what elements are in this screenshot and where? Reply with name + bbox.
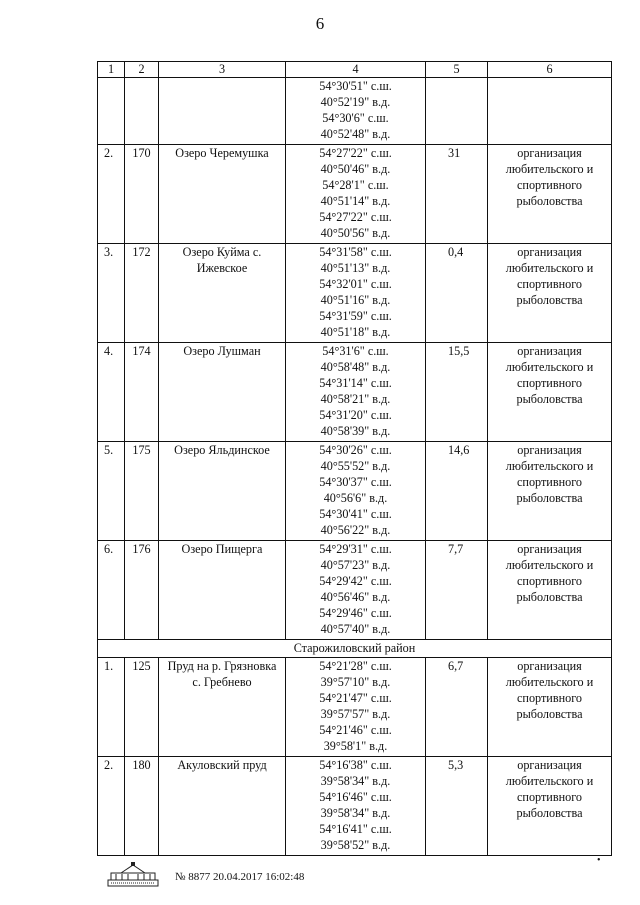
area-cell: 7,7	[426, 541, 488, 640]
district-row	[98, 640, 612, 658]
district-label: Старожиловский район	[98, 640, 612, 658]
row-id-cell: 170	[125, 145, 159, 244]
water-body-name-cell: Озеро Пищерга	[159, 541, 286, 640]
purpose-cell: организация любительского и спортивного рыболовства	[488, 541, 612, 640]
coordinate-line: 39°58'34" в.д.	[320, 774, 391, 788]
water-body-name-cell: Озеро Куйма с. Ижевское	[159, 244, 286, 343]
coordinate-line: 54°31'20" с.ш.	[319, 408, 392, 422]
purpose-cell: организация любительского и спортивного рыболовства	[488, 658, 612, 757]
coordinate-line: 40°51'14" в.д.	[320, 194, 391, 208]
table-row	[98, 658, 612, 757]
row-id-cell: 175	[125, 442, 159, 541]
row-id-cell	[125, 78, 159, 145]
coordinates-cell	[286, 757, 426, 856]
water-body-name-cell	[159, 78, 286, 145]
water-body-name-cell: Пруд на р. Грязновка с. Гребнево	[159, 658, 286, 757]
header-cell: 3	[159, 62, 286, 78]
table-row	[98, 541, 612, 640]
area-cell: 14,6	[426, 442, 488, 541]
coordinate-line: 39°58'52" в.д.	[320, 838, 391, 852]
purpose-cell: организация любительского и спортивного рыболовства	[488, 145, 612, 244]
row-number-cell: 3.	[98, 244, 125, 343]
coordinate-line: 39°58'34" в.д.	[320, 806, 391, 820]
area-cell: 31	[426, 145, 488, 244]
coordinate-line: 40°56'22" в.д.	[320, 523, 391, 537]
row-number-cell: 4.	[98, 343, 125, 442]
row-number-cell	[98, 78, 125, 145]
coordinate-line: 54°21'28" с.ш.	[319, 659, 392, 673]
row-id-cell: 180	[125, 757, 159, 856]
coordinate-line: 54°31'6" с.ш.	[322, 344, 389, 358]
coordinates-cell	[286, 343, 426, 442]
coordinate-line: 39°57'10" в.д.	[320, 675, 391, 689]
table-row	[98, 343, 612, 442]
coordinate-line: 40°56'46" в.д.	[320, 590, 391, 604]
coordinate-line: 39°58'1" в.д.	[323, 739, 388, 753]
coordinate-line: 40°55'52" в.д.	[320, 459, 391, 473]
area-cell: 5,3	[426, 757, 488, 856]
coordinate-line: 54°21'46" с.ш.	[319, 723, 392, 737]
coordinate-line: 40°51'13" в.д.	[320, 261, 391, 275]
page-number: 6	[315, 14, 325, 33]
header-cell: 4	[286, 62, 426, 78]
coordinates-cell	[286, 78, 426, 145]
coordinate-line: 54°27'22" с.ш.	[319, 146, 392, 160]
coordinates-cell	[286, 145, 426, 244]
coordinate-line: 40°57'40" в.д.	[320, 622, 391, 636]
coordinate-line: 40°58'21" в.д.	[320, 392, 391, 406]
coordinate-line: 54°32'01" с.ш.	[319, 277, 392, 291]
document-registration-number: № 8877 20.04.2017 16:02:48	[175, 871, 305, 883]
coordinate-line: 54°29'42" с.ш.	[319, 574, 392, 588]
row-id-cell: 172	[125, 244, 159, 343]
coordinate-line: 54°28'1" с.ш.	[322, 178, 389, 192]
coordinate-line: 54°16'38" с.ш.	[319, 758, 392, 772]
government-building-seal-icon	[107, 861, 159, 887]
table-row	[98, 145, 612, 244]
coordinate-line: 54°31'14" с.ш.	[319, 376, 392, 390]
purpose-cell	[488, 78, 612, 145]
coordinates-cell	[286, 658, 426, 757]
row-number-cell: 5.	[98, 442, 125, 541]
water-body-name-cell: Акуловский пруд	[159, 757, 286, 856]
coordinate-line: 54°30'6" с.ш.	[322, 111, 389, 125]
document-footer	[107, 861, 407, 887]
coordinate-line: 54°16'41" с.ш.	[319, 822, 392, 836]
purpose-cell: организация любительского и спортивного рыболовства	[488, 343, 612, 442]
table-row	[98, 442, 612, 541]
table-header-row	[98, 62, 612, 78]
header-cell: 1	[98, 62, 125, 78]
coordinate-line: 39°57'57" в.д.	[320, 707, 391, 721]
purpose-cell: организация любительского и спортивного рыболовства	[488, 442, 612, 541]
area-cell	[426, 78, 488, 145]
row-id-cell: 125	[125, 658, 159, 757]
coordinate-line: 54°30'37" с.ш.	[319, 475, 392, 489]
coordinate-line: 40°56'6" в.д.	[323, 491, 388, 505]
water-body-name-cell: Озеро Лушман	[159, 343, 286, 442]
row-number-cell: 2.	[98, 757, 125, 856]
coordinate-line: 54°27'22" с.ш.	[319, 210, 392, 224]
water-body-name-cell: Озеро Яльдинское	[159, 442, 286, 541]
row-number-cell: 6.	[98, 541, 125, 640]
area-cell: 15,5	[426, 343, 488, 442]
coordinate-line: 54°29'46" с.ш.	[319, 606, 392, 620]
coordinate-line: 54°29'31" с.ш.	[319, 542, 392, 556]
purpose-cell: организация любительского и спортивного рыболовства	[488, 757, 612, 856]
coordinate-line: 40°58'39" в.д.	[320, 424, 391, 438]
row-number-cell: 1.	[98, 658, 125, 757]
coordinate-line: 54°16'46" с.ш.	[319, 790, 392, 804]
row-id-cell: 174	[125, 343, 159, 442]
area-cell: 6,7	[426, 658, 488, 757]
coordinate-line: 54°30'26" с.ш.	[319, 443, 392, 457]
coordinate-line: 40°58'48" в.д.	[320, 360, 391, 374]
coordinate-line: 40°50'46" в.д.	[320, 162, 391, 176]
coordinate-line: 54°30'51" с.ш.	[319, 79, 392, 93]
water-body-name-cell: Озеро Черемушка	[159, 145, 286, 244]
row-id-cell: 176	[125, 541, 159, 640]
header-cell: 2	[125, 62, 159, 78]
coordinate-line: 54°31'58" с.ш.	[319, 245, 392, 259]
table-row	[98, 757, 612, 856]
header-cell: 5	[426, 62, 488, 78]
coordinate-line: 54°30'41" с.ш.	[319, 507, 392, 521]
coordinates-cell	[286, 442, 426, 541]
coordinate-line: 40°52'19" в.д.	[320, 95, 391, 109]
table-row	[98, 244, 612, 343]
coordinate-line: 40°57'23" в.д.	[320, 558, 391, 572]
coordinate-line: 54°31'59" с.ш.	[319, 309, 392, 323]
coordinate-line: 54°21'47" с.ш.	[319, 691, 392, 705]
purpose-cell: организация любительского и спортивного рыболовства	[488, 244, 612, 343]
coordinate-line: 40°52'48" в.д.	[320, 127, 391, 141]
corner-mark: •	[597, 855, 601, 866]
coordinate-line: 40°51'16" в.д.	[320, 293, 391, 307]
coordinates-cell	[286, 244, 426, 343]
area-cell: 0,4	[426, 244, 488, 343]
row-number-cell: 2.	[98, 145, 125, 244]
header-cell: 6	[488, 62, 612, 78]
coordinate-line: 40°50'56" в.д.	[320, 226, 391, 240]
table-row	[98, 78, 612, 145]
coordinate-line: 40°51'18" в.д.	[320, 325, 391, 339]
coordinates-cell	[286, 541, 426, 640]
table-body	[98, 62, 612, 856]
water-bodies-table	[97, 61, 612, 856]
